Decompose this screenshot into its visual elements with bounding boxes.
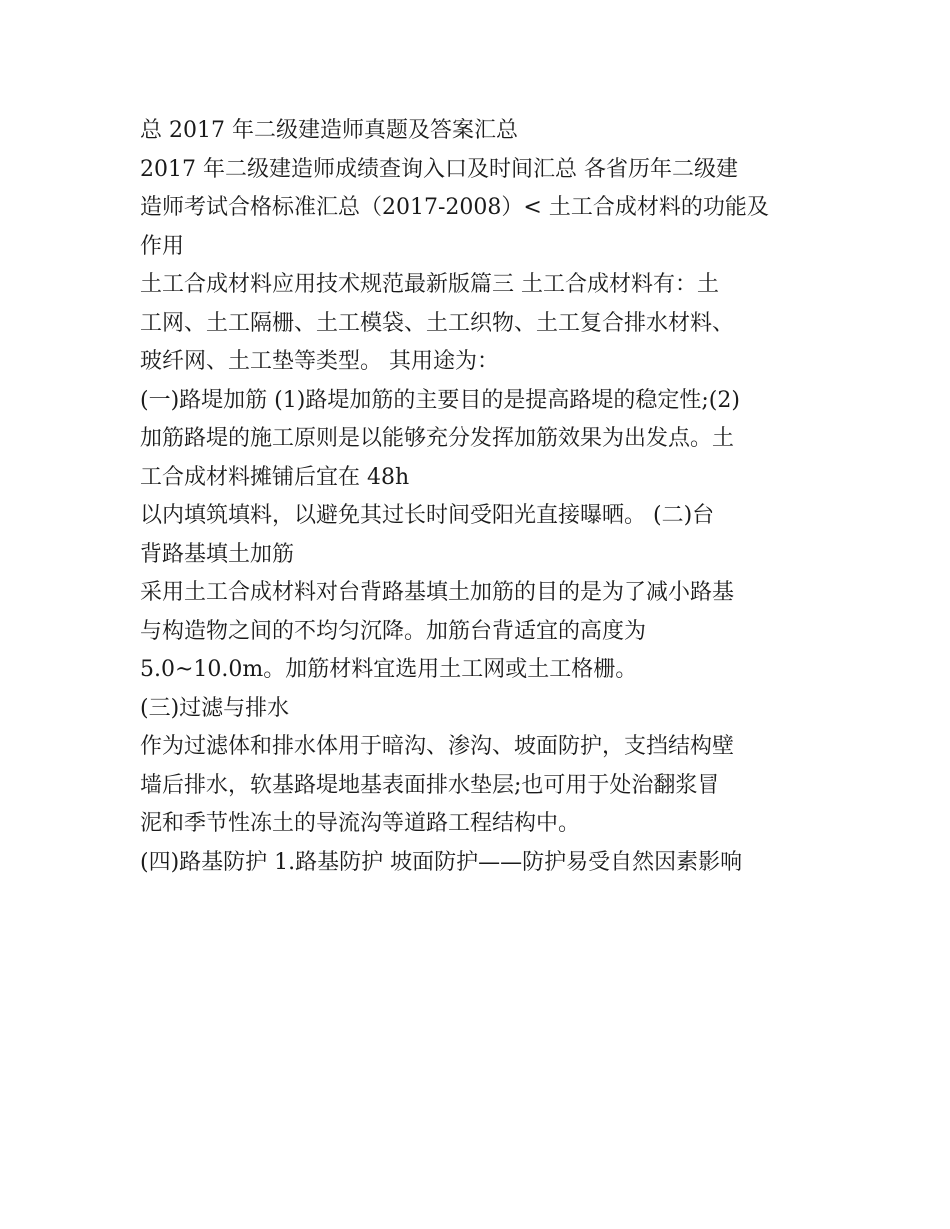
- text-line: 以内填筑填料，以避免其过长时间受阳光直接曝晒。 (二)台: [140, 503, 715, 528]
- text-line: 造师考试合格标准汇总（2017-2008）< 土工合成材料的功能及: [140, 195, 769, 220]
- text-line: 背路基填土加筋: [140, 541, 295, 567]
- text-line: 工网、土工隔栅、土工模袋、土工织物、土工复合排水材料、: [140, 310, 735, 336]
- text-line: 玻纤网、土工垫等类型。 其用途为：: [140, 349, 499, 374]
- text-line: 工合成材料摊铺后宜在 48h: [140, 464, 410, 490]
- text-line: (一)路堤加筋 (1)路堤加筋的主要目的是提高路堤的稳定性;(2): [140, 387, 740, 413]
- text-line: 采用土工合成材料对台背路基填土加筋的目的是为了减小路基: [140, 580, 735, 605]
- text-line: 作为过滤体和排水体用于暗沟、渗沟、坡面防护，支挡结构壁: [140, 734, 735, 759]
- text-line: 2017 年二级建造师成绩查询入口及时间汇总 各省历年二级建: [140, 156, 738, 182]
- text-line: 墙后排水，软基路堤地基表面排水垫层;也可用于处治翻浆冒: [140, 772, 720, 798]
- text-line: 土工合成材料应用技术规范最新版篇三 土工合成材料有：土: [140, 272, 719, 297]
- text-line: 加筋路堤的施工原则是以能够充分发挥加筋效果为出发点。土: [140, 426, 735, 451]
- text-line: 泥和季节性冻土的导流沟等道路工程结构中。: [140, 811, 581, 836]
- document-title-line: 总 2017 年二级建造师真题及答案汇总: [140, 118, 518, 143]
- text-line: 作用: [140, 233, 185, 259]
- text-line: 与构造物之间的不均匀沉降。加筋台背适宜的高度为: [140, 618, 647, 644]
- text-line: (四)路基防护 1.路基防护 坡面防护——防护易受自然因素影响: [140, 849, 743, 875]
- text-line: 5.0~10.0m。加筋材料宜选用土工网或土工格栅。: [140, 657, 638, 682]
- text-line: (三)过滤与排水: [140, 695, 290, 721]
- document-body: [140, 112, 820, 882]
